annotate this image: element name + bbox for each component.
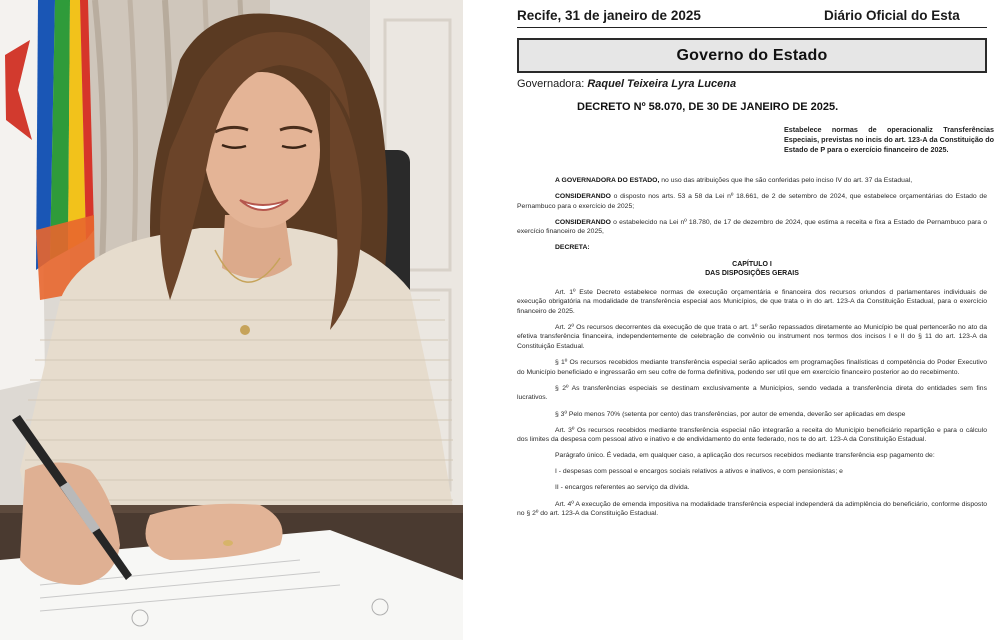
article-paragraph: Art. 2º Os recursos decorrentes da execução de que trata o art. 1º serão repassados diretamente ao Município be qual pertencerão no ato da efetiva transferência financeira, independentemente de celebração de convênio ou instrument nos termos dos incisos I e II do § 11 do art. 123-A da Constituição Estadual. (517, 323, 987, 351)
governor-line (517, 78, 736, 90)
governor-name: Raquel Teixeira Lyra Lucena (587, 78, 737, 90)
article-paragraph: § 2º As transferências especiais se destinam exclusivamente a Municípios, sendo vedada a transferência direta do entidades sem fins lucrativos. (517, 384, 987, 402)
chapter-number: CAPÍTULO I (732, 260, 772, 268)
gazette-date: Recife, 31 de janeiro de 2025 (517, 8, 701, 23)
article-paragraph: § 1º Os recursos recebidos mediante transferência especial serão aplicados em programações finalísticas d competência do Poder Executivo do Município beneficiado e ingressarão em seu cofre de forma definitiva, podendo ser util que em exercício financeiro posterior ao do recebimento. (517, 359, 987, 376)
official-gazette-page (467, 0, 994, 640)
article-paragraph: Parágrafo único. É vedada, em qualquer caso, a aplicação dos recursos recebidos mediante transferência esp pagamento de: (555, 452, 935, 460)
section-title: Governo do Estado (676, 47, 828, 64)
article-item: I - despesas com pessoal e encargos sociais relativos a ativos e inativos, e com pensionistas; e (555, 468, 843, 476)
decree-body (517, 176, 987, 525)
article-item: II - encargos referentes ao serviço da dívida. (555, 484, 690, 492)
chapter-heading (517, 260, 987, 279)
chapter-title: DAS DISPOSIÇÕES GERAIS (705, 270, 799, 278)
considering-paragraph: CONSIDERANDO o estabelecido na Lei nº 18.780, de 17 de dezembro de 2024, que estima a receita e fixa a Estado de Pernambuco para o exercício financeiro de 2025, (517, 218, 987, 236)
decree-summary: Estabelece normas de operacionaliz Transferências Especiais, previstas no incis do art. 123-A da Constituição do Estado de P para o exercício financeiro de 2025. (784, 125, 994, 154)
preamble-paragraph: A GOVERNADORA DO ESTADO, no uso das atribuições que lhe são conferidas pelo inciso IV do art. 37 da Estadual, (555, 177, 913, 184)
decree-title: DECRETO Nº 58.070, DE 30 DE JANEIRO DE 2025. (577, 101, 839, 113)
gazette-header (517, 8, 987, 26)
governor-label: Governadora: (517, 78, 588, 90)
gazette-journal-name: Diário Oficial do Esta (824, 8, 960, 23)
article-paragraph: Art. 1º Este Decreto estabelece normas de execução orçamentária e financeira dos recursos oriundos d parlamentares individuais de execução obrigatória na modalidade de transferência especial aos Municípios, de que trata o in do art. 123-A da Constituição Estadual, para o exercício financeiro de 2025. (517, 288, 987, 315)
header-rule (517, 27, 987, 28)
flag-pernambuco (36, 0, 95, 300)
article-paragraph: § 3º Pelo menos 70% (setenta por cento) das transferências, por autor de emenda, deverão ser aplicadas em despe (555, 410, 906, 418)
photo-illustration (0, 0, 463, 640)
article-paragraph: Art. 3º Os recursos recebidos mediante transferência especial não integrarão a receita do Município beneficiário repartição e para o cálculo dos limites da despesa com pessoal ativo e inativo e de endividamento do ente federado, nos te do art. 123-A da Constituição Estadual. (517, 426, 987, 444)
considering-paragraph: CONSIDERANDO o disposto nos arts. 53 a 58 da Lei nº 18.661, de 2 de setembro de 2024, que estabelece orçamentárias do Estado de Pernambuco para o exercício de 2025; (517, 193, 987, 210)
article-paragraph: Art. 4º A execução de emenda impositiva na modalidade transferência especial independerá da adimplência do beneficiário, conforme disposto no § 2º do art. 123-A da Constituição Estadual. (517, 500, 987, 518)
decrees-label: DECRETA: (555, 244, 590, 252)
photo-governor-signing (0, 0, 463, 640)
section-banner (517, 38, 987, 73)
